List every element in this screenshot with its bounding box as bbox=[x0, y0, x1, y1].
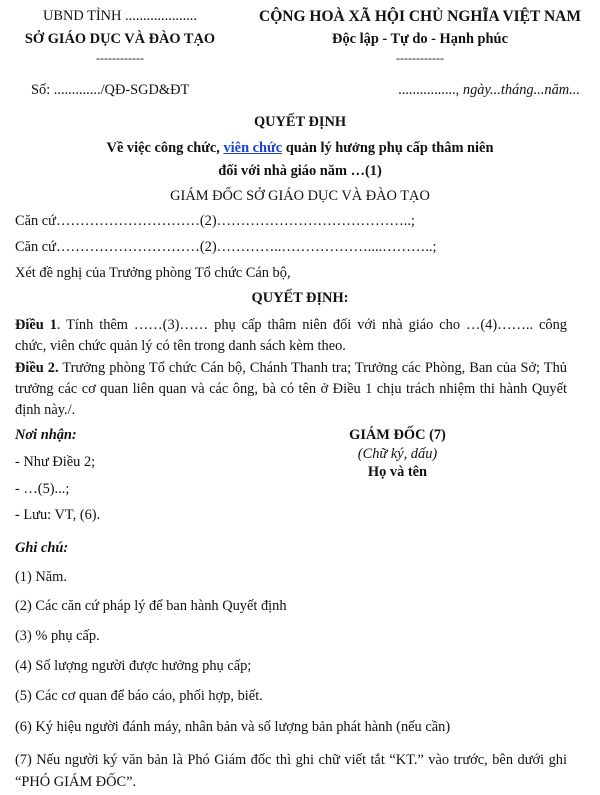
decide-heading: QUYẾT ĐỊNH: bbox=[251, 290, 349, 306]
header-agency: SỞ GIÁO DỤC VÀ ĐÀO TẠO bbox=[24, 31, 216, 47]
recipients-title: Nơi nhận: bbox=[15, 427, 77, 443]
place-date bbox=[384, 82, 580, 99]
article-2-text: Trưởng phòng Tổ chức Cán bộ, Chánh Thanh tra; Trưởng các Phòng, Ban của Sở; Thủ trưởng các cơ quan liên quan và các ông, bà có tên ở Điều 1 chịu trách nhiệm thi hành Quyết định này./. bbox=[15, 360, 567, 418]
issuing-authority: GIÁM ĐỐC SỞ GIÁO DỤC VÀ ĐÀO TẠO bbox=[170, 188, 430, 204]
signer-title: GIÁM ĐỐC (7) bbox=[349, 427, 446, 443]
article-1-text: . Tính thêm ……(3)…… phụ cấp thâm niên đối với nhà giáo cho …(4)…….. công chức, viên chức quản lý có tên trong danh sách kèm theo. bbox=[15, 317, 567, 354]
proposal-line: Xét đề nghị của Trưởng phòng Tổ chức Cán bộ, bbox=[15, 265, 291, 281]
legal-basis-1: Căn cứ…………………………(2)…………………………………..; bbox=[15, 213, 415, 229]
national-title: CỘNG HOÀ XÃ HỘI CHỦ NGHĨA VIỆT NAM bbox=[259, 8, 581, 25]
note-item: (7) Nếu người ký văn bản là Phó Giám đốc thì ghi chữ viết tắt “KT.” vào trước, bên dưới ghi “PHÓ GIÁM ĐỐC”. bbox=[15, 752, 567, 790]
recipient-item: - Như Điều 2; bbox=[15, 454, 96, 470]
header-right-rule: ------------ bbox=[396, 51, 444, 65]
notes-title: Ghi chú: bbox=[15, 540, 69, 556]
document-number: Số: ............./QĐ-SGD&ĐT bbox=[31, 82, 190, 98]
note-item: (1) Năm. bbox=[15, 569, 67, 585]
note-item: (6) Ký hiệu người đánh máy, nhân bản và số lượng bản phát hành (nếu cần) bbox=[15, 719, 451, 735]
article-2 bbox=[15, 358, 567, 421]
note-item: (2) Các căn cứ pháp lý để ban hành Quyết định bbox=[15, 598, 287, 614]
recipient-item: - …(5)...; bbox=[15, 481, 70, 497]
decision-subject bbox=[0, 140, 600, 157]
subject-prefix: Về việc công chức, bbox=[106, 140, 224, 156]
date-blank: ngày...tháng...năm... bbox=[462, 82, 580, 98]
note-item: (5) Các cơ quan để báo cáo, phối hợp, biết. bbox=[15, 688, 263, 704]
article-2-label: Điều 2. bbox=[15, 360, 59, 376]
vien-chuc-link[interactable]: viên chức bbox=[223, 140, 283, 156]
decision-heading: QUYẾT ĐỊNH bbox=[253, 114, 347, 130]
national-motto: Độc lập - Tự do - Hạnh phúc bbox=[332, 31, 508, 47]
article-1-label: Điều 1 bbox=[15, 317, 57, 333]
article-1 bbox=[15, 315, 567, 357]
note-item: (3) % phụ cấp. bbox=[15, 628, 100, 644]
note-item: (4) Số lượng người được hưởng phụ cấp; bbox=[15, 658, 252, 674]
recipient-item: - Lưu: VT, (6). bbox=[15, 507, 101, 523]
place-blank: ................, bbox=[398, 82, 463, 98]
decision-subject-line2: đối với nhà giáo năm …(1) bbox=[218, 163, 382, 179]
legal-basis-2: Căn cứ…………………………(2)…………..………………....………..; bbox=[15, 239, 437, 255]
header-left-rule: ------------ bbox=[96, 51, 144, 65]
signature-note: (Chữ ký, dấu) bbox=[357, 446, 438, 462]
signer-name: Họ và tên bbox=[367, 464, 428, 480]
subject-suffix: quản lý hưởng phụ cấp thâm niên bbox=[282, 140, 494, 156]
header-left-line1: UBND TỈNH .................... bbox=[42, 8, 198, 24]
